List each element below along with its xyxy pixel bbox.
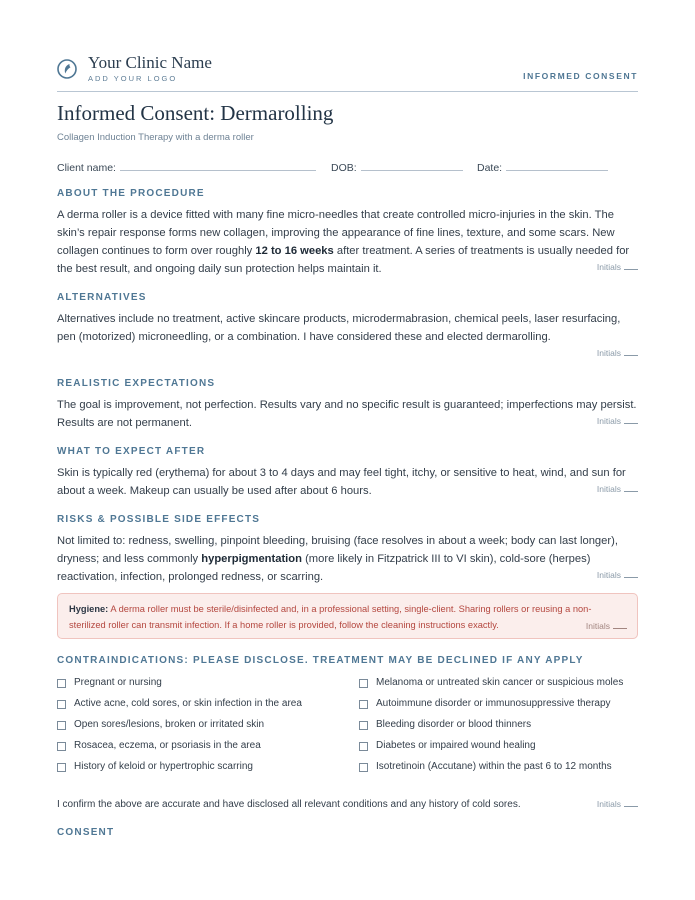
page-title: Informed Consent: Dermarolling — [57, 101, 334, 125]
after-heading: WHAT TO EXPECT AFTER — [57, 446, 206, 457]
clinic-name: Your Clinic Name — [88, 53, 212, 72]
contraindication-item[interactable]: Melanoma or untreated skin cancer or suspicious moles — [359, 676, 639, 690]
collagen-duration: 12 to 16 weeks — [255, 245, 334, 257]
confirmation-statement: I confirm the above are accurate and have disclosed all relevant conditions and any history of cold sores. — [57, 799, 521, 810]
contraindications-left-list — [57, 676, 347, 774]
page-subtitle: Collagen Induction Therapy with a derma roller — [57, 132, 254, 143]
clinic-logo-icon — [57, 59, 77, 79]
contraindication-item[interactable]: History of keloid or hypertrophic scarring — [57, 760, 347, 774]
hygiene-callout — [57, 593, 638, 639]
checkbox[interactable] — [57, 742, 66, 751]
dob-field[interactable] — [331, 160, 463, 174]
alternatives-text: Alternatives include no treatment, active skincare products, microdermabrasion, chemical peels, laser resurfacing, pen (motorized) microneedling, or a combination. I have considered these and elected dermarolling. — [57, 313, 621, 343]
hygiene-label: Hygiene: — [69, 604, 109, 614]
consent-heading: CONSENT — [57, 827, 115, 838]
alternatives-heading: ALTERNATIVES — [57, 292, 147, 303]
checkbox[interactable] — [57, 763, 66, 772]
about-text: A derma roller is a device fitted with many fine micro-needles that create controlled micro-injuries in the skin. The skin’s repair response forms new collagen, improving the appearance of fine lines, texture, and some scars. New collagen continues to form over roughly 12 to 16 weeks after treatment. A series of treatments is usually needed for the best result, and ongoing daily sun protection helps maintain it. — [57, 209, 630, 275]
contraindication-item[interactable]: Open sores/lesions, broken or irritated skin — [57, 718, 347, 732]
date-line[interactable] — [506, 160, 608, 171]
initials-expectations[interactable]: Initials — [597, 416, 638, 426]
add-logo-label: ADD YOUR LOGO — [88, 74, 178, 83]
dob-line[interactable] — [361, 160, 463, 171]
checkbox[interactable] — [57, 700, 66, 709]
risks-text: Not limited to: redness, swelling, pinpoint bleeding, bruising (face resolves in about a week; body can last longer), dryness; and less commonly hyperpigmentation (more likely in Fitzpatrick III to VI skin), cold-sore (herpes) reactivation, infection, prolonged redness, or scarring. — [57, 535, 618, 583]
hyperpigmentation-term: hyperpigmentation — [201, 553, 302, 565]
expectations-text: The goal is improvement, not perfection. Results vary and no specific result is guaranteed; imperfections may persist. Results are not permanent. — [57, 399, 637, 429]
client-name-field[interactable] — [57, 160, 316, 174]
initials-alternatives[interactable]: Initials — [597, 348, 638, 358]
checkbox[interactable] — [359, 700, 368, 709]
page-header — [57, 0, 638, 92]
document-type-label: INFORMED CONSENT — [523, 71, 638, 81]
dob-label: DOB: — [331, 162, 357, 174]
client-name-label: Client name: — [57, 162, 116, 174]
expectations-heading: REALISTIC EXPECTATIONS — [57, 378, 216, 389]
checkbox[interactable] — [57, 721, 66, 730]
contraindication-item[interactable]: Pregnant or nursing — [57, 676, 347, 690]
checkbox[interactable] — [359, 679, 368, 688]
checkbox[interactable] — [359, 763, 368, 772]
risks-heading: RISKS & POSSIBLE SIDE EFFECTS — [57, 514, 261, 525]
date-label: Date: — [477, 162, 503, 174]
hygiene-text: A derma roller must be sterile/disinfected and, in a professional setting, single-client. Sharing rollers or reusing a non-sterilized roller can transmit infection. If a home roller is provided, follow the cleaning instructions exactly. — [69, 604, 592, 630]
contraindication-item[interactable]: Active acne, cold sores, or skin infection in the area — [57, 697, 347, 711]
checkbox[interactable] — [57, 679, 66, 688]
client-name-line[interactable] — [120, 160, 316, 171]
initials-contraindications[interactable]: Initials — [597, 799, 638, 809]
contraindication-item[interactable]: Rosacea, eczema, or psoriasis in the area — [57, 739, 347, 753]
checkbox[interactable] — [359, 721, 368, 730]
about-heading: ABOUT THE PROCEDURE — [57, 188, 205, 199]
initials-risks[interactable]: Initials — [597, 570, 638, 580]
contraindications-heading: CONTRAINDICATIONS: PLEASE DISCLOSE. TREATMENT MAY BE DECLINED IF ANY APPLY — [57, 655, 584, 666]
initials-after[interactable]: Initials — [597, 484, 638, 494]
contraindication-item[interactable]: Diabetes or impaired wound healing — [359, 739, 639, 753]
initials-about[interactable]: Initials — [597, 262, 638, 272]
contraindication-item[interactable]: Autoimmune disorder or immunosuppressive therapy — [359, 697, 639, 711]
contraindication-item[interactable]: Isotretinoin (Accutane) within the past 6 to 12 months — [359, 760, 639, 774]
contraindications-right-list — [359, 676, 639, 774]
checkbox[interactable] — [359, 742, 368, 751]
after-text: Skin is typically red (erythema) for about 3 to 4 days and may feel tight, itchy, or sensitive to heat, wind, and sun for about a week. Makeup can usually be used after about 6 hours. — [57, 467, 626, 497]
contraindication-item[interactable]: Bleeding disorder or blood thinners — [359, 718, 639, 732]
initials-hygiene[interactable]: Initials — [586, 618, 627, 634]
date-field[interactable] — [477, 160, 608, 174]
